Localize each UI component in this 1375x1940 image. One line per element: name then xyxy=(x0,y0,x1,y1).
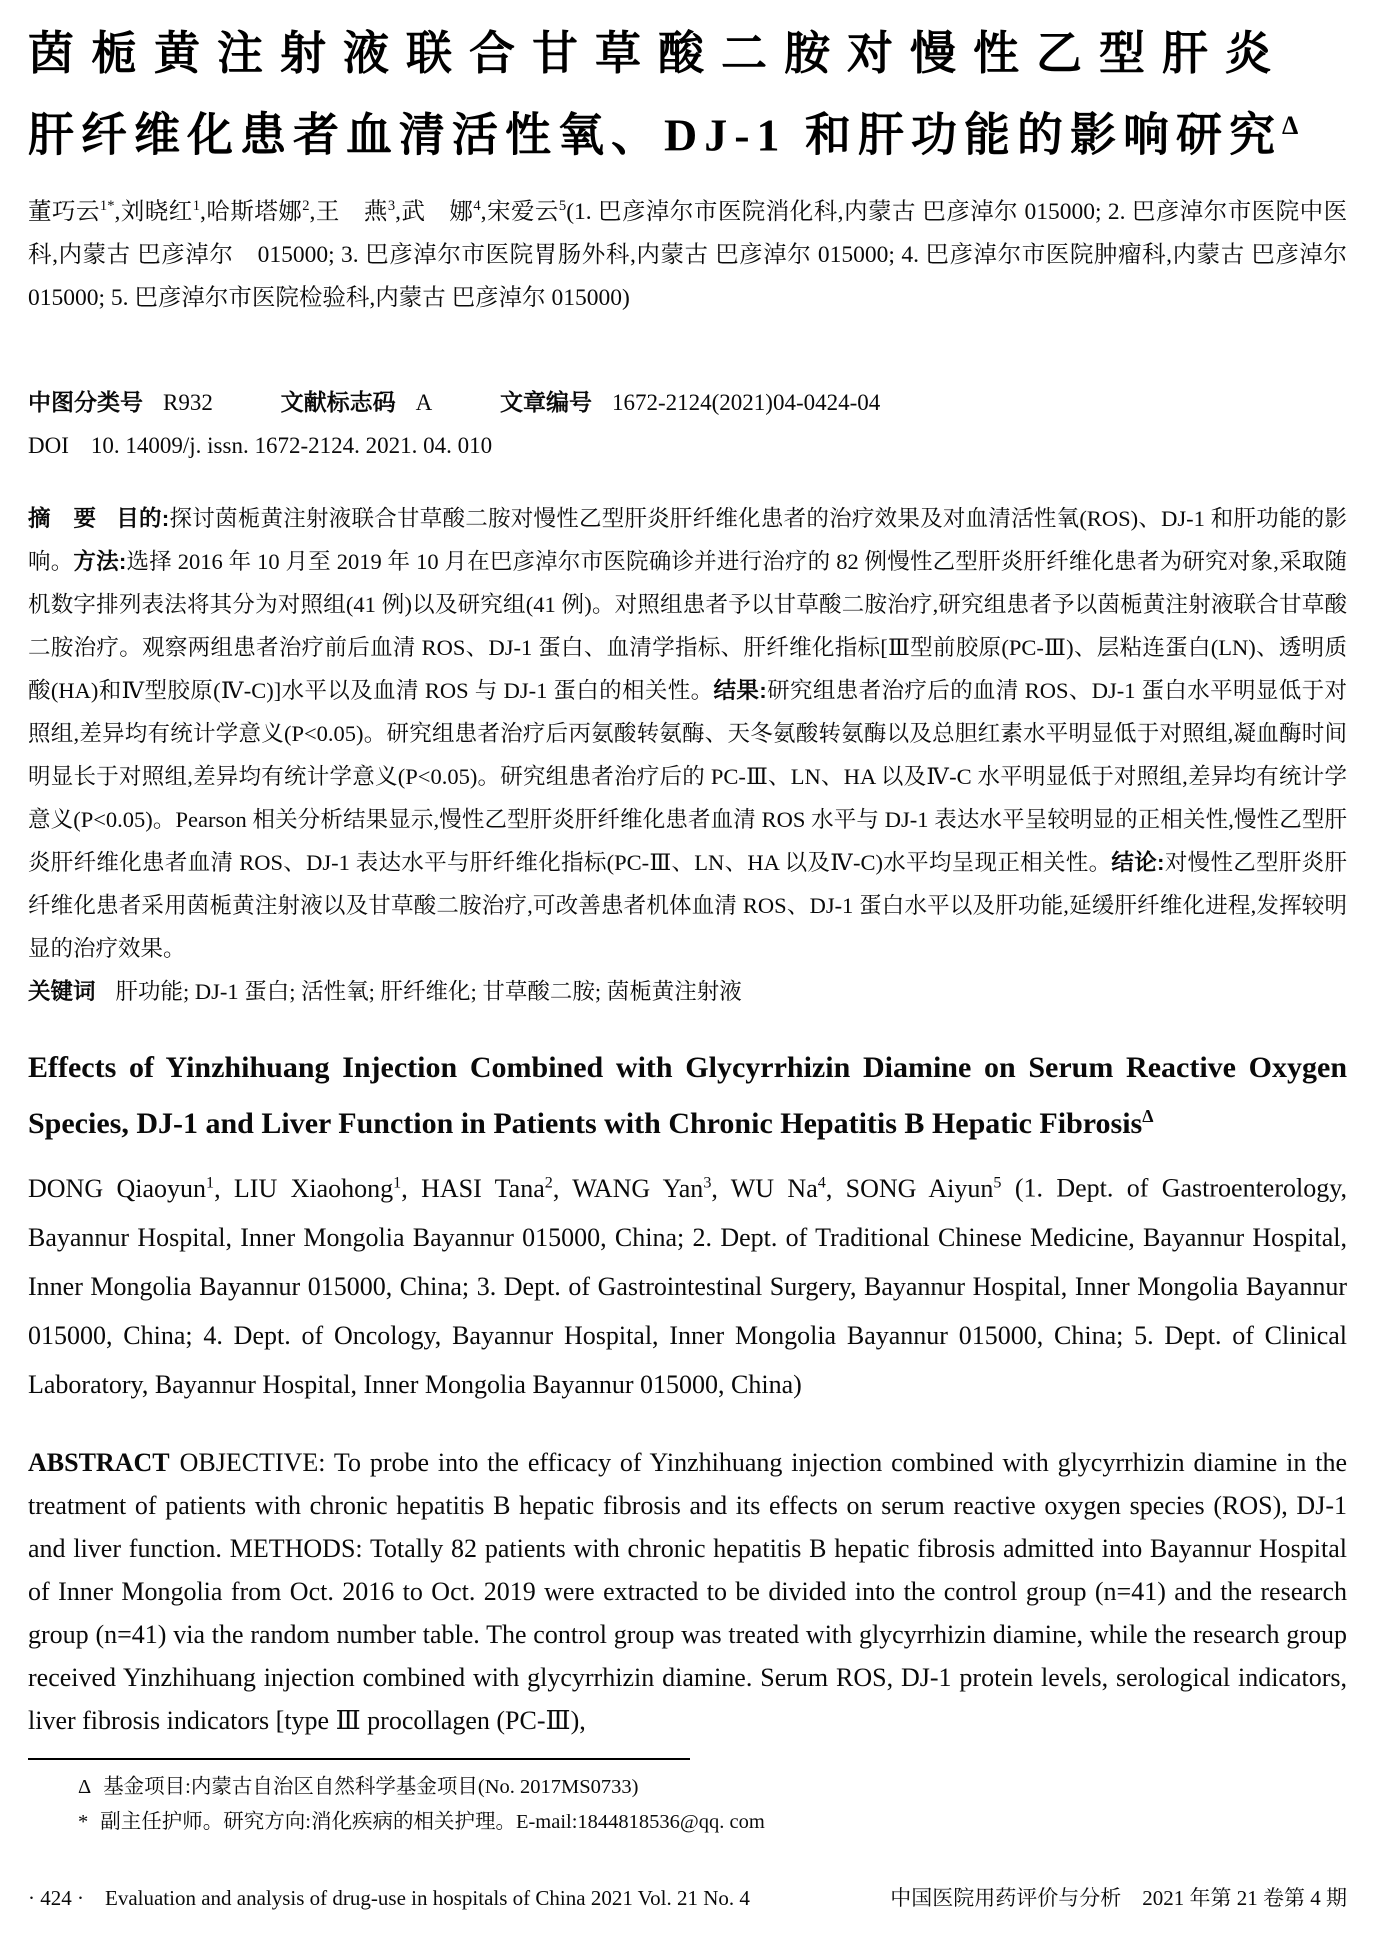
footnote-author-note-text: 副主任护师。研究方向:消化疾病的相关护理。E-mail:1844818536@qq. com xyxy=(100,1810,765,1833)
footnote-author-note xyxy=(78,1805,1347,1840)
doi-value: 10. 14009/j. issn. 1672-2124. 2021. 04. 010 xyxy=(90,433,493,459)
footnote-author-note-marker: * xyxy=(78,1810,89,1833)
author-cn-4-name: 王 燕 xyxy=(315,199,388,226)
authors-affiliations-en xyxy=(28,1158,1347,1409)
abstract-cn xyxy=(28,497,1347,970)
author-en-3 xyxy=(421,1174,572,1203)
affiliations-en-text: (1. Dept. of Gastroenterology, Bayannur Hospital, Inner Mongolia Bayannur 015000, China; 2. Dept. of Traditional Chinese Medicine, Bayannur Hospital, Inner Mongolia Bayannur 015000, China; 3. Dept. of Gastrointestinal Surgery, Bayannur Hospital, Inner Mongolia Bayannur 015000, China; 4. Dept. of Oncology, Bayannur Hospital, Inner Mongolia Bayannur 015000, China; 5. Dept. of Clinical Laboratory, Bayannur Hospital, Inner Mongolia Bayannur 015000, China) xyxy=(28,1173,1348,1399)
keywords-cn-label: 关键词 xyxy=(28,979,96,1005)
abstract-en xyxy=(28,1441,1347,1742)
footnotes xyxy=(28,1770,1347,1840)
author-en-5-sup: 4 xyxy=(817,1174,826,1192)
abstract-en-text: OBJECTIVE: To probe into the efficacy of Yinzhihuang injection combined with glycyrrhizin diamine in the treatment of patients with chronic hepatitis B hepatic fibrosis and its effects on serum reactive oxygen species (ROS), DJ-1 and liver function. METHODS: Totally 82 patients with chronic hepatitis B hepatic fibrosis admitted into Bayannur Hospital of Inner Mongolia from Oct. 2016 to Oct. 2019 were extracted to be divided into the control group (n=41) and the research group (n=41) via the random number table. The control group was treated with glycyrrhizin diamine, while the research group received Yinzhihuang injection combined with glycyrrhizin diamine. Serum ROS, DJ-1 protein levels, serological indicators, liver fibrosis indicators [type Ⅲ procollagen (PC-Ⅲ), xyxy=(28,1447,1347,1735)
author-cn-5-name: 武 娜 xyxy=(400,199,474,226)
author-cn-3 xyxy=(206,199,316,225)
author-en-1 xyxy=(28,1174,234,1203)
author-cn-6 xyxy=(487,199,567,225)
author-en-1-sup: 1 xyxy=(206,1174,215,1192)
article-title-cn xyxy=(28,18,1347,171)
footer-right-journal-cn: 中国医院用药评价与分析 2021 年第 21 卷第 4 期 xyxy=(890,1886,1347,1910)
keywords-cn xyxy=(28,970,1347,1013)
author-en-2 xyxy=(234,1174,421,1203)
article-title-cn-line1: 茵栀黄注射液联合甘草酸二胺对慢性乙型肝炎 xyxy=(28,28,1288,79)
author-en-3-sep: , xyxy=(552,1173,573,1203)
author-en-4-sep: , xyxy=(711,1173,731,1203)
article-title-en xyxy=(28,1043,1347,1148)
keywords-cn-text: 肝功能; DJ-1 蛋白; 活性氧; 肝纤维化; 甘草酸二胺; 茵栀黄注射液 xyxy=(115,979,742,1005)
clc-item xyxy=(28,390,213,415)
abstract-en-label: ABSTRACT xyxy=(28,1447,170,1477)
author-en-5-sep: , xyxy=(825,1173,846,1203)
author-cn-5-sep: , xyxy=(480,199,487,226)
abstract-cn-methods-text: 选择 2016 年 10 月至 2019 年 10 月在巴彦淖尔市医院确诊并进行治疗的 82 例慢性乙型肝炎肝纤维化患者为研究对象,采取随机数字排列表法将其分为对照组(41 例)以及研究组(41 例)。对照组患者予以甘草酸二胺治疗,研究组患者予以茵栀黄注射液联合甘草酸二胺治疗。观察两组患者治疗前后血清 ROS、DJ-1 蛋白、血清学指标、肝纤维化指标[Ⅲ型前胶原(PC-Ⅲ)、层粘连蛋白(LN)、透明质酸(HA)和Ⅳ型胶原(Ⅳ-C)]水平以及血清 ROS 与 DJ-1 蛋白的相关性。 xyxy=(28,549,1347,704)
author-en-3-sup: 2 xyxy=(544,1174,553,1192)
article-no-item xyxy=(500,390,880,415)
footnote-divider xyxy=(28,1758,690,1760)
author-en-2-sup: 1 xyxy=(393,1174,402,1192)
abstract-cn-label: 摘 要 xyxy=(28,506,97,532)
author-cn-3-sup: 2 xyxy=(302,198,310,215)
author-en-2-name: LIU Xiaohong xyxy=(233,1173,394,1203)
abstract-cn-conclusion-label: 结论: xyxy=(1111,850,1165,876)
author-en-1-sep: , xyxy=(214,1173,234,1203)
doc-code-label: 文献标志码 xyxy=(280,389,396,416)
doc-code-value: A xyxy=(415,390,433,416)
author-cn-1-sup: 1* xyxy=(99,198,115,215)
author-cn-1-sep: , xyxy=(114,199,121,226)
affiliations-cn-text: (1. 巴彦淖尔市医院消化科,内蒙古 巴彦淖尔 015000; 2. 巴彦淖尔市医院中医科,内蒙古 巴彦淖尔 015000; 3. 巴彦淖尔市医院胃肠外科,内蒙古 巴彦淖尔 015000; 4. 巴彦淖尔市医院肿瘤科,内蒙古 巴彦淖尔 015000; 5. 巴彦淖尔市医院检验科,内蒙古 巴彦淖尔 015000) xyxy=(28,199,1371,312)
author-cn-3-sep: , xyxy=(309,199,316,226)
clc-value: R932 xyxy=(163,390,213,416)
author-cn-4-sep: , xyxy=(395,199,401,226)
author-en-6 xyxy=(846,1174,1002,1203)
clc-label: 中图分类号 xyxy=(28,389,143,416)
abstract-cn-conclusion-text: 对慢性乙型肝炎肝纤维化患者采用茵栀黄注射液以及甘草酸二胺治疗,可改善患者机体血清 ROS、DJ-1 蛋白水平以及肝功能,延缓肝纤维化进程,发挥较明显的治疗效果。 xyxy=(28,850,1347,962)
author-en-3-name: HASI Tana xyxy=(421,1173,545,1203)
article-meta-row xyxy=(28,384,1347,417)
title-en-funding-marker: Δ xyxy=(1142,1106,1154,1127)
author-en-4-sup: 3 xyxy=(703,1174,712,1192)
author-cn-2-sup: 1 xyxy=(192,198,201,215)
abstract-cn-objective-text: 探讨茵栀黄注射液联合甘草酸二胺对慢性乙型肝炎肝纤维化患者的治疗效果及对血清活性氧(ROS)、DJ-1 和肝功能的影响。 xyxy=(28,506,1347,575)
author-cn-5-sup: 4 xyxy=(473,198,481,215)
abstract-cn-results-text: 研究组患者治疗后的血清 ROS、DJ-1 蛋白水平明显低于对照组,差异均有统计学意义(P<0.05)。研究组患者治疗后丙氨酸转氨酶、天冬氨酸转氨酶以及总胆红素水平明显低于对照组,凝血酶时间明显长于对照组,差异均有统计学意义(P<0.05)。研究组患者治疗后的 PC-Ⅲ、LN、HA 以及Ⅳ-C 水平明显低于对照组,差异均有统计学意义(P<0.05)。Pearson 相关分析结果显示,慢性乙型肝炎肝纤维化患者血清 ROS 水平与 DJ-1 表达水平呈较明显的正相关性,慢性乙型肝炎肝纤维化患者血清 ROS、DJ-1 表达水平与肝纤维化指标(PC-Ⅲ、LN、HA 以及Ⅳ-C)水平均呈现正相关性。 xyxy=(28,678,1347,876)
abstract-cn-methods-label: 方法: xyxy=(73,549,127,575)
article-no-value: 1672-2124(2021)04-0424-04 xyxy=(611,390,881,416)
author-cn-4-sup: 3 xyxy=(387,198,396,215)
author-cn-1 xyxy=(28,199,120,225)
author-cn-3-name: 哈斯塔娜 xyxy=(205,199,303,226)
author-en-2-sep: , xyxy=(401,1173,422,1203)
abstract-cn-objective-label: 目的: xyxy=(116,506,170,532)
doc-code-item xyxy=(281,390,433,415)
author-en-5-name: WU Na xyxy=(730,1173,818,1203)
author-en-6-sup: 5 xyxy=(993,1174,1002,1192)
authors-affiliations-cn xyxy=(28,185,1371,320)
page-footer xyxy=(28,1882,1347,1912)
title-funding-marker: Δ xyxy=(1282,111,1299,140)
author-cn-2-name: 刘晓红 xyxy=(120,199,193,226)
footnote-fund xyxy=(78,1770,1347,1805)
author-cn-6-sup: 5 xyxy=(558,198,567,215)
article-title-cn-line2-text: 肝纤维化患者血清活性氧、DJ-1 和肝功能的影响研究 xyxy=(28,109,1283,161)
footer-left-journal-en: · 424 · Evaluation and analysis of drug-use in hospitals of China 2021 Vol. 21 No. 4 xyxy=(28,1886,750,1910)
author-en-1-name: DONG Qiaoyun xyxy=(28,1173,206,1203)
doi-label: DOI xyxy=(28,433,69,459)
author-cn-2-sep: , xyxy=(200,199,206,226)
author-en-4 xyxy=(572,1174,731,1203)
doi-row xyxy=(28,433,1347,459)
author-en-5 xyxy=(731,1174,846,1203)
footnote-fund-text: 基金项目:内蒙古自治区自然科学基金项目(No. 2017MS0733) xyxy=(103,1775,639,1798)
author-cn-4 xyxy=(315,199,401,225)
author-en-4-name: WANG Yan xyxy=(572,1173,704,1203)
abstract-cn-results-label: 结果: xyxy=(713,678,767,704)
author-en-6-name: SONG Aiyun xyxy=(845,1173,994,1203)
article-title-cn-line2 xyxy=(28,90,1347,171)
author-cn-1-name: 董巧云 xyxy=(28,199,100,226)
author-cn-2 xyxy=(120,199,206,225)
article-no-label: 文章编号 xyxy=(499,389,592,416)
footnote-fund-marker: Δ xyxy=(78,1775,92,1798)
author-cn-6-name: 宋爱云 xyxy=(486,199,559,226)
article-title-en-text: Effects of Yinzhihuang Injection Combined with Glycyrrhizin Diamine on Serum Reactive Oxygen Species, DJ-1 and Liver Function in Patients with Chronic Hepatitis B Hepatic Fibrosis xyxy=(28,1051,1347,1141)
author-cn-5 xyxy=(401,199,487,225)
